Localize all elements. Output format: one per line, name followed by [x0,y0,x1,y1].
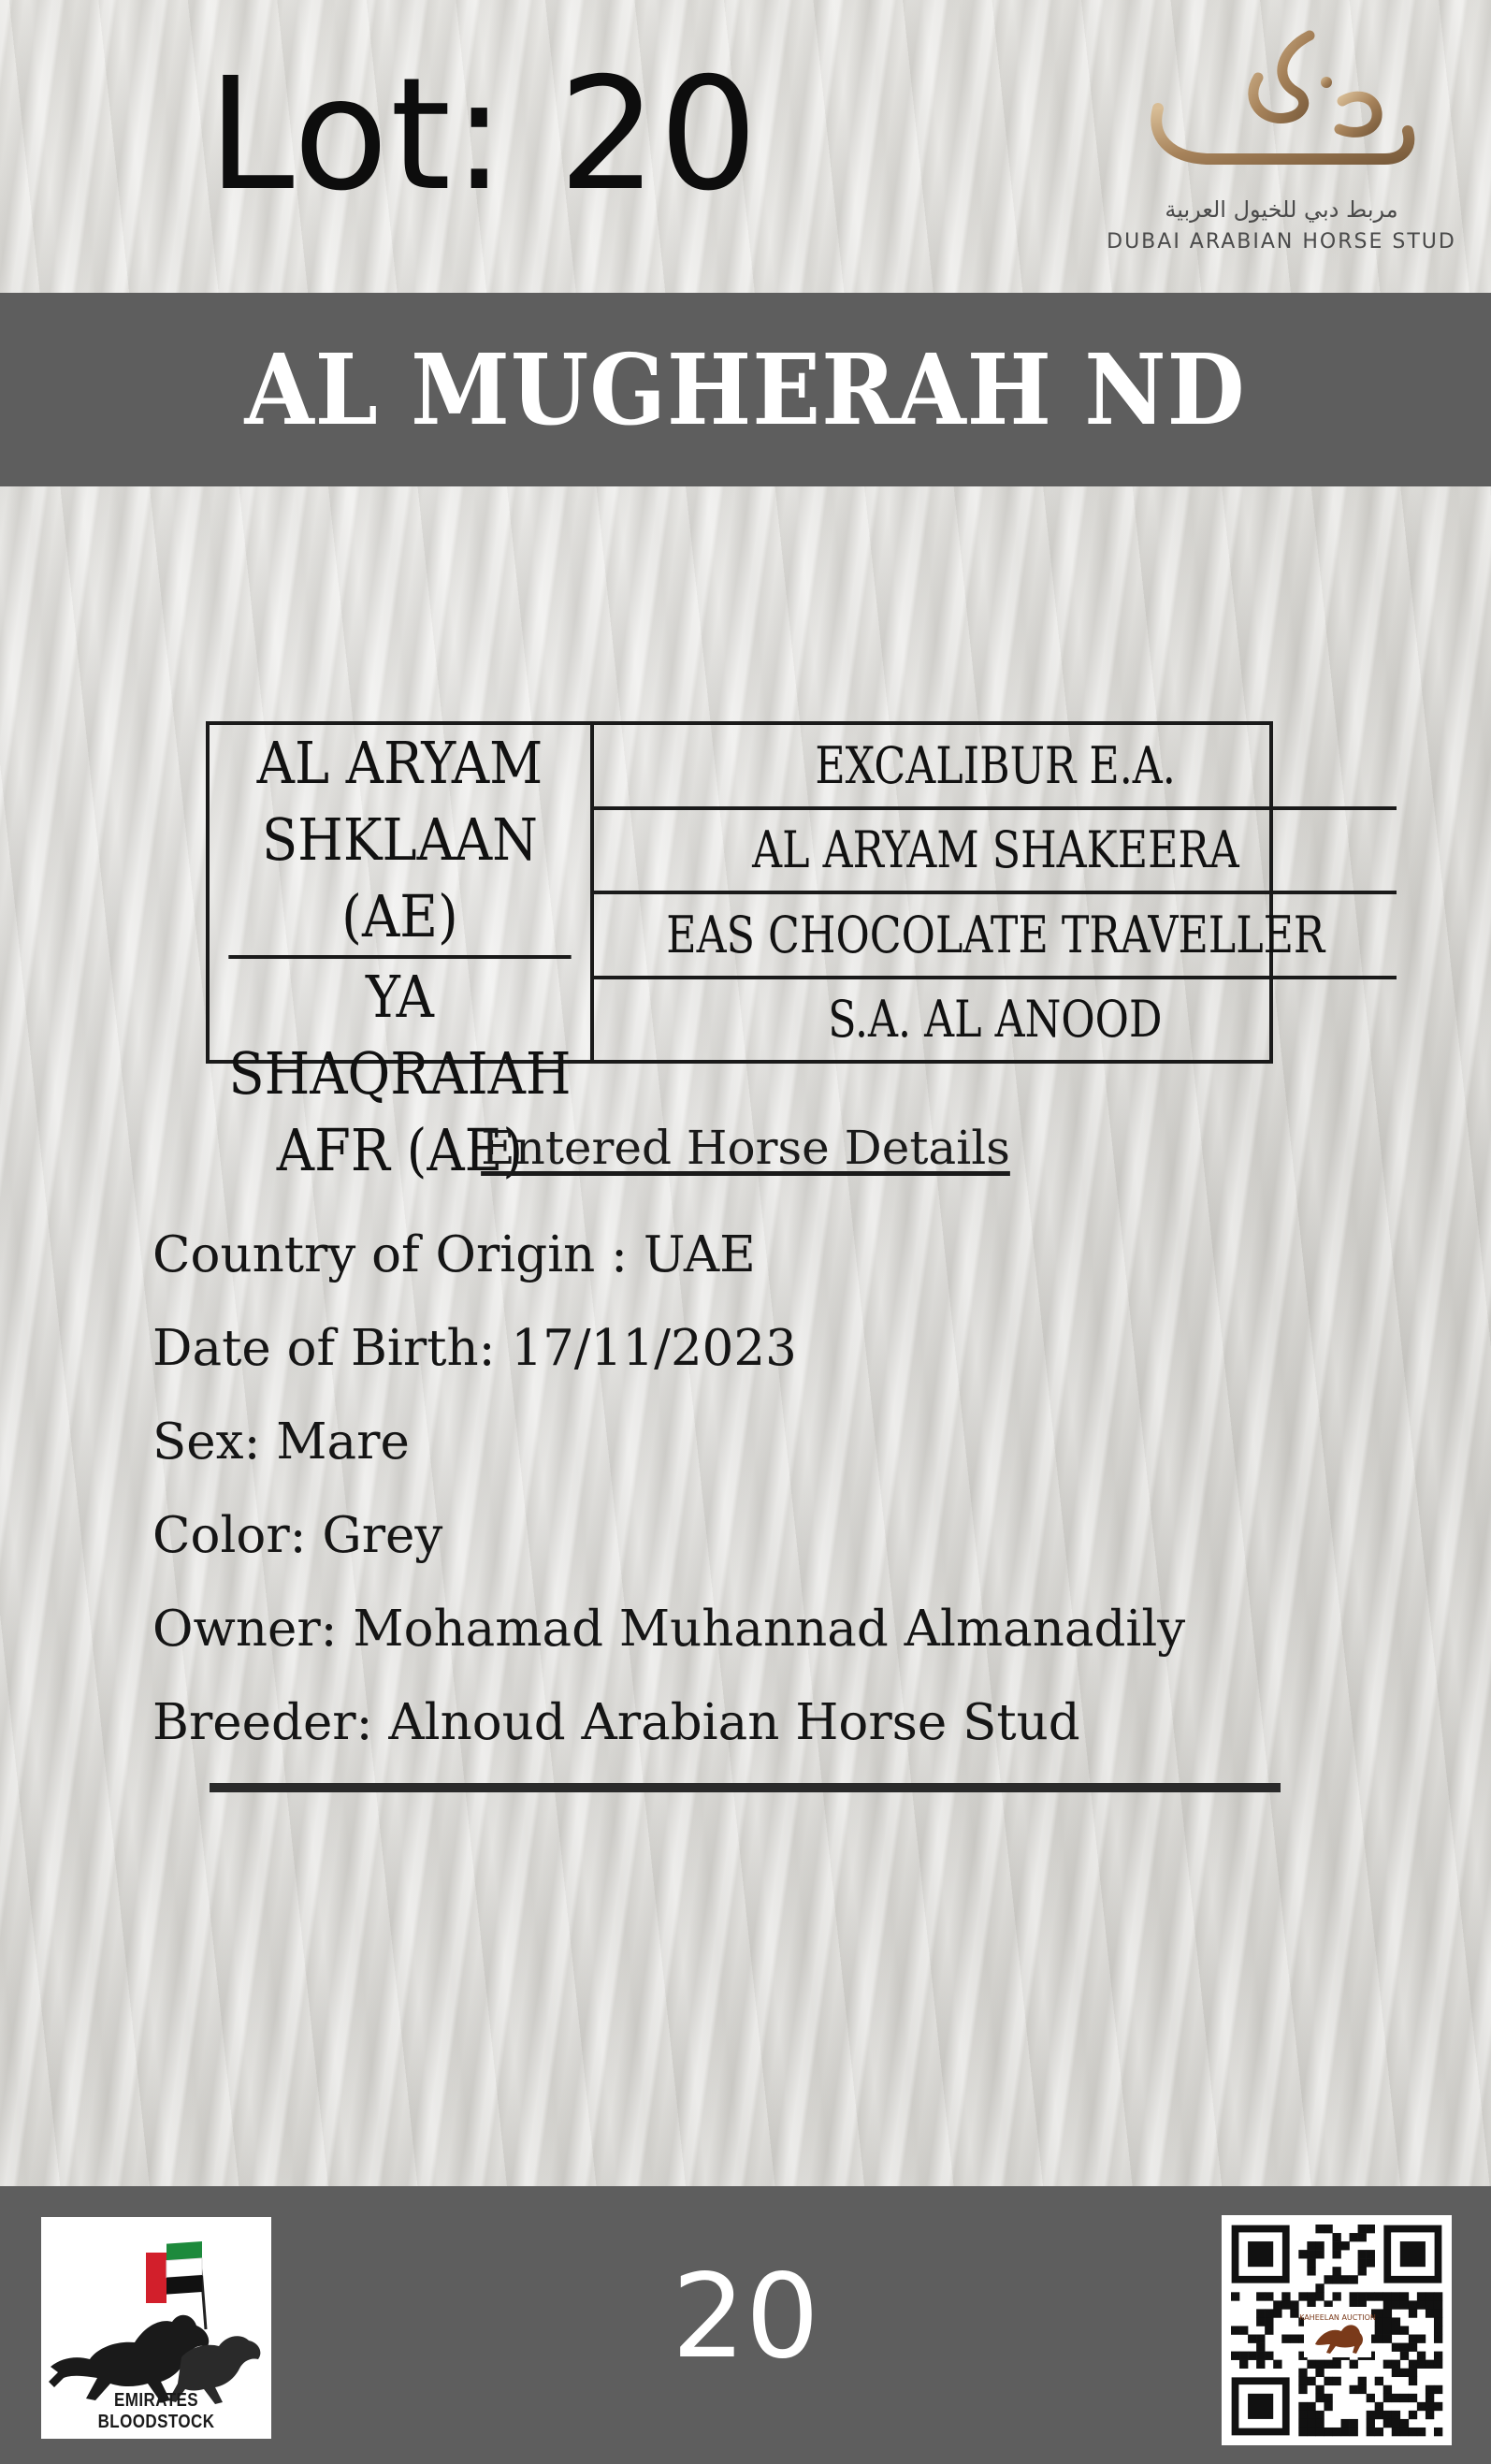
horse-name: AL MUGHERAH ND [245,332,1246,447]
footer-band [0,2186,1491,2464]
qr-code-icon [1222,2215,1452,2445]
logo-english-name: DUBAI ARABIAN HORSE STUD [1107,230,1456,254]
pedigree-sire-dam [594,806,1397,891]
qr-center-label: KAHEELAN AUCTION [1299,2313,1376,2322]
details-title: Entered Horse Details [481,1121,1010,1175]
detail-country: Country of Origin : UAE [152,1226,756,1283]
pedigree-sire-sire-text: EXCALIBUR E.A. [815,735,1176,795]
pedigree-grandparents [594,725,1397,1060]
detail-color: Color: Grey [152,1507,443,1564]
detail-breeder: Breeder: Alnoud Arabian Horse Stud [152,1694,1080,1751]
footer-lot-number: 20 [672,2250,819,2384]
pedigree-sire-dam-text: AL ARYAM SHAKEERA [751,820,1239,880]
pedigree-dam-dam-text: S.A. AL ANOOD [828,990,1163,1050]
emirates-bloodstock-label: EMIRATES BLOODSTOCK [97,2390,215,2432]
qr-code[interactable] [1222,2215,1452,2445]
divider [210,1783,1281,1792]
horse-details [152,1209,1368,1770]
lot-label: Lot: 20 [208,45,760,225]
pedigree-parents [210,725,594,1184]
detail-sex: Sex: Mare [152,1413,410,1471]
dubai-arabian-horse-stud-logo-icon [1094,26,1469,195]
logo-arabic-name: مربط دبي للخيول العربية [1165,196,1398,223]
pedigree-dam-dam [594,976,1397,1061]
horse-name-band [0,293,1491,486]
pedigree-sire: AL ARYAM SHKLAAN (AE) [256,729,543,950]
detail-owner: Owner: Mohamad Muhannad Almanadily [152,1601,1186,1658]
pedigree-dam-sire [594,891,1397,976]
pedigree-dam-sire-text: EAS CHOCOLATE TRAVELLER [666,905,1325,964]
stud-logo [1094,26,1469,260]
pedigree-sire-sire [594,725,1397,806]
detail-dob: Date of Birth: 17/11/2023 [152,1320,797,1377]
pedigree-dam: YA SHAQRAIAH AFR (AE) [228,955,571,1189]
